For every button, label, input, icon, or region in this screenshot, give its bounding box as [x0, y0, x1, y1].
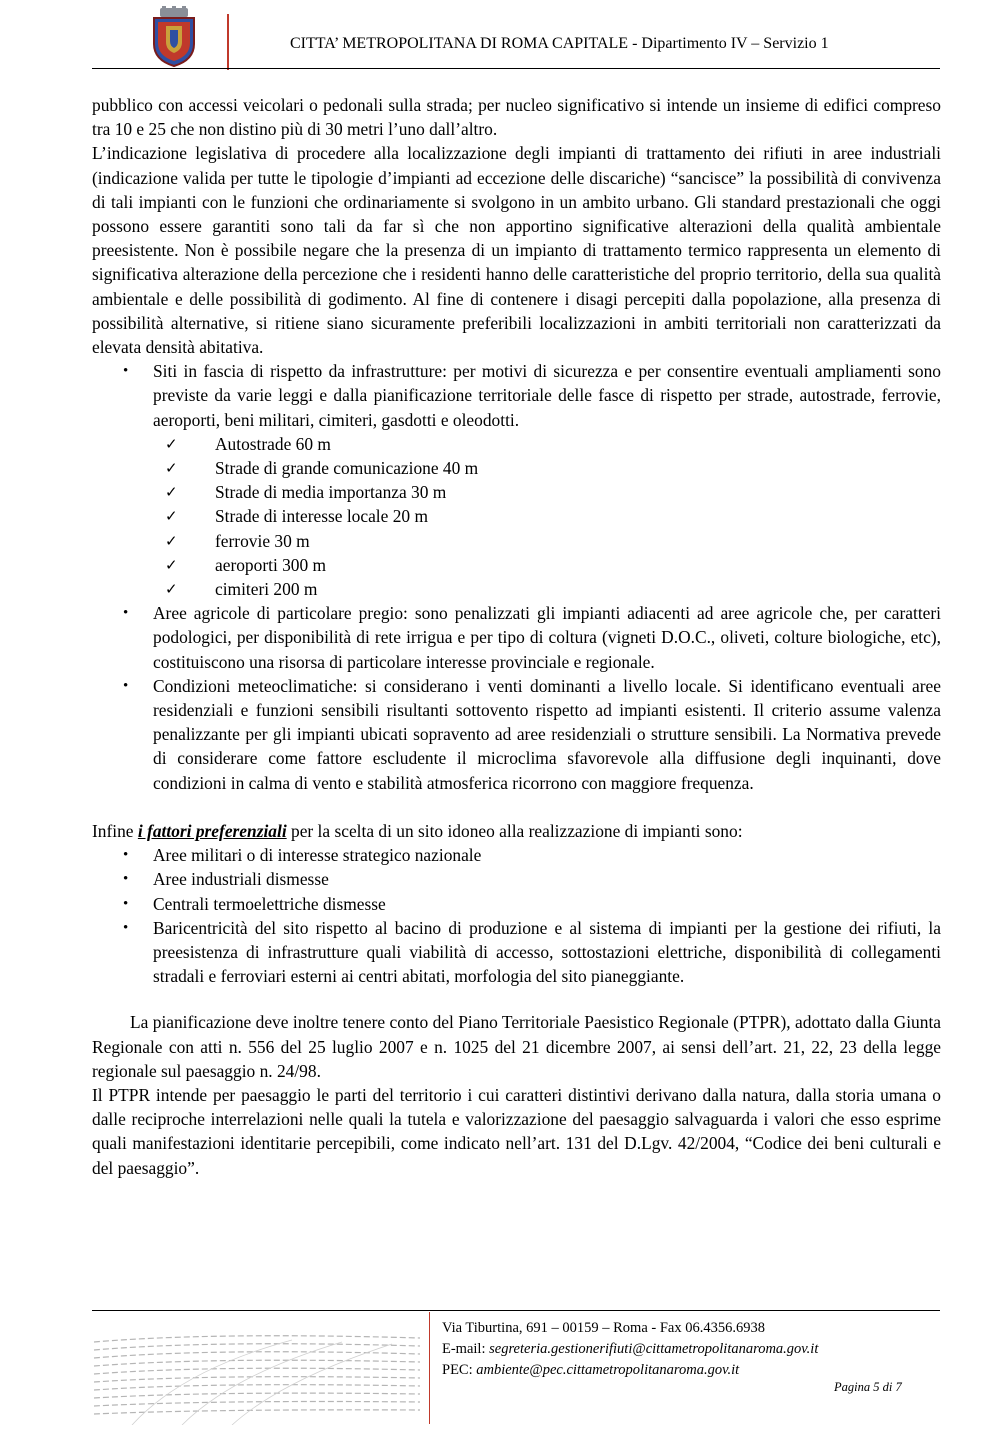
paragraph: Il PTPR intende per paesaggio le parti del territorio i cui caratteri distintivi derivano dalla natura, dalla storia umana o dalle reciproche interrelazioni nelle quali la tutela e valorizzazione del paesaggio salvaguarda i valori che esso esprime quali manifestazioni identitarie percepibili, come indicato nell’art. 131 del D.Lgv. 42/2004, “Codice dei beni culturali e del paesaggio”.	[92, 1084, 941, 1178]
list-item	[92, 867, 941, 891]
list-item-text: Aree industriali dismesse	[153, 869, 329, 890]
check-item	[92, 432, 941, 456]
list-item-text: Centrali termoelettriche dismesse	[153, 893, 386, 914]
bullet-icon: •	[123, 363, 129, 380]
crest-icon	[148, 6, 200, 68]
check-item	[92, 553, 941, 577]
list-item-text: Siti in fascia di rispetto da infrastrutture: per motivi di sicurezza e per consentire eventuali ampliamenti sono previste da varie leggi e dalla pianificazione territoriale delle fasce di rispetto per strade, autostrade, ferrovie, aeroporti, beni militari, cimiteri, gasdotti e oleodotti.	[153, 361, 941, 430]
list-item	[92, 843, 941, 867]
check-item	[92, 480, 941, 504]
header-divider	[227, 14, 229, 70]
list-item	[92, 674, 941, 795]
check-item-text: Strade di grande comunicazione 40 m	[215, 458, 479, 479]
checkmark-icon: ✓	[165, 483, 178, 502]
footer-email-line: E-mail: segreteria.gestionerifiuti@cittametropolitanaroma.gov.it	[442, 1341, 819, 1357]
distance-list	[92, 432, 941, 601]
check-item	[92, 504, 941, 528]
check-item	[92, 529, 941, 553]
footer-divider	[429, 1312, 430, 1424]
list-item	[92, 601, 941, 674]
list-item-text: Baricentricità del sito rispetto al bacino di produzione e al sistema di impianti per la gestione dei rifiuti, la preesistenza di infrastrutture quali viabilità di accesso, sottostazioni elettriche, disponibilità di collegamenti stradali e ferroviari esterni ai centri abitati, morfologia del sito pianeggiante.	[153, 917, 941, 987]
check-item-text: aeroporti 300 m	[215, 554, 327, 575]
checkmark-icon: ✓	[165, 459, 178, 478]
check-item-text: Autostrade 60 m	[215, 433, 331, 454]
bullet-icon: •	[123, 847, 129, 864]
check-item-text: Strade di media importanza 30 m	[215, 482, 447, 503]
header-rule	[92, 68, 940, 69]
criteria-list-continued	[92, 601, 941, 795]
bullet-icon: •	[123, 605, 129, 622]
check-item-text: cimiteri 200 m	[215, 579, 318, 600]
bullet-icon: •	[123, 919, 129, 936]
footer-pec-line: PEC: ambiente@pec.cittametropolitanaroma.gov.it	[442, 1362, 740, 1378]
list-item-text: Aree militari o di interesse strategico nazionale	[153, 845, 482, 866]
list-item-text: Condizioni meteoclimatiche: si considerano i venti dominanti a livello locale. Si identificano eventuali aree residenziali e funzioni sensibili risultanti sottovento rispetto ad impianti esistenti. Il criterio assume valenza penalizzante per gli impianti ubicati sopravento ad aree residenziali o strutture sensibili. La Normativa prevede di considerare come fattore escludente il microclima sfavorevole alla diffusione degli inquinanti, dove condizioni in calma di vento e stabilità atmosferica ricorrono con maggiore frequenza.	[153, 675, 941, 793]
list-item-text: Aree agricole di particolare pregio: sono penalizzati gli impianti adiacenti ad aree agricole che, per caratteri podologici, per disponibilità di rete irrigua e per tipo di coltura (vigneti D.O.C., oliveti, colture biologiche, etc), costituiscono una risorsa di particolare interesse provinciale e regionale.	[153, 603, 941, 672]
bullet-icon: •	[123, 871, 129, 888]
list-item	[92, 892, 941, 916]
paragraph: L’indicazione legislativa di procedere alla localizzazione degli impianti di trattamento dei rifiuti in aree industriali (indicazione valida per tutte le tipologie d’impianti ad eccezione delle discariche) “sancisce” la possibilità di convivenza di tali impianti con le funzioni che ordinariamente si svolgono in un ambito urbano. Gli standard prestazionali che oggi possono essere garantiti sono tali da far sì che non apportino significative alterazioni della qualità ambientale preesistente. Non è possibile negare che la presenza di un impianto di trattamento termico rappresenta un elemento di significativa alterazione della percezione che i residenti hanno delle caratteristiche del proprio territorio, della sua qualità ambientale e delle possibilità di godimento. Al fine di contenere i disagi percepiti dalla popolazione, alla presenza di possibilità alternative, si ritiene siano sicuramente preferibili localizzazioni in ambiti territoriali non caratterizzati da elevata densità abitativa.	[92, 143, 941, 358]
page-number: Pagina 5 di 7	[834, 1380, 902, 1394]
email-link[interactable]: segreteria.gestionerifiuti@cittametropolitanaroma.gov.it	[489, 1341, 819, 1357]
checkmark-icon: ✓	[165, 434, 178, 453]
list-item	[92, 359, 941, 432]
footer-contacts	[442, 1318, 818, 1381]
footer-rule	[92, 1310, 940, 1311]
preferential-intro: Infine i fattori preferenziali per la scelta di un sito idoneo alla realizzazione di impianti sono:	[92, 820, 743, 841]
list-item	[92, 916, 941, 989]
pec-link[interactable]: ambiente@pec.cittametropolitanaroma.gov.it	[476, 1362, 740, 1378]
bullet-icon: •	[123, 895, 129, 912]
header-title: CITTA’ METROPOLITANA DI ROMA CAPITALE - Dipartimento IV – Servizio 1	[290, 35, 829, 52]
criteria-list	[92, 359, 941, 432]
paragraph: pubblico con accessi veicolari o pedonali sulla strada; per nucleo significativo si intende un insieme di edifici compreso tra 10 e 25 che non distino più di 30 metri l’uno dall’altro.	[92, 95, 941, 140]
bullet-icon: •	[123, 677, 129, 694]
check-item-text: Strade di interesse locale 20 m	[215, 506, 428, 527]
footer-address: Via Tiburtina, 691 – 00159 – Roma - Fax 06.4356.6938	[442, 1320, 765, 1336]
footer-stripes-graphic	[92, 1330, 422, 1425]
checkmark-icon: ✓	[165, 531, 178, 550]
check-item	[92, 456, 941, 480]
checkmark-icon: ✓	[165, 555, 178, 574]
paragraph: La pianificazione deve inoltre tenere conto del Piano Territoriale Paesistico Regionale (PTPR), adottato dalla Giunta Regionale con atti n. 556 del 25 luglio 2007 e n. 1025 del 21 dicembre 2007, ai sensi dell’art. 21, 22, 23 della legge regionale sul paesaggio n. 24/98.	[92, 1012, 941, 1081]
document-body	[92, 93, 941, 1180]
preferential-list	[92, 843, 941, 988]
preferential-factors-emphasis: i fattori preferenziali	[137, 820, 287, 841]
check-item-text: ferrovie 30 m	[215, 530, 310, 551]
check-item	[92, 577, 941, 601]
checkmark-icon: ✓	[165, 507, 178, 526]
checkmark-icon: ✓	[165, 580, 178, 599]
